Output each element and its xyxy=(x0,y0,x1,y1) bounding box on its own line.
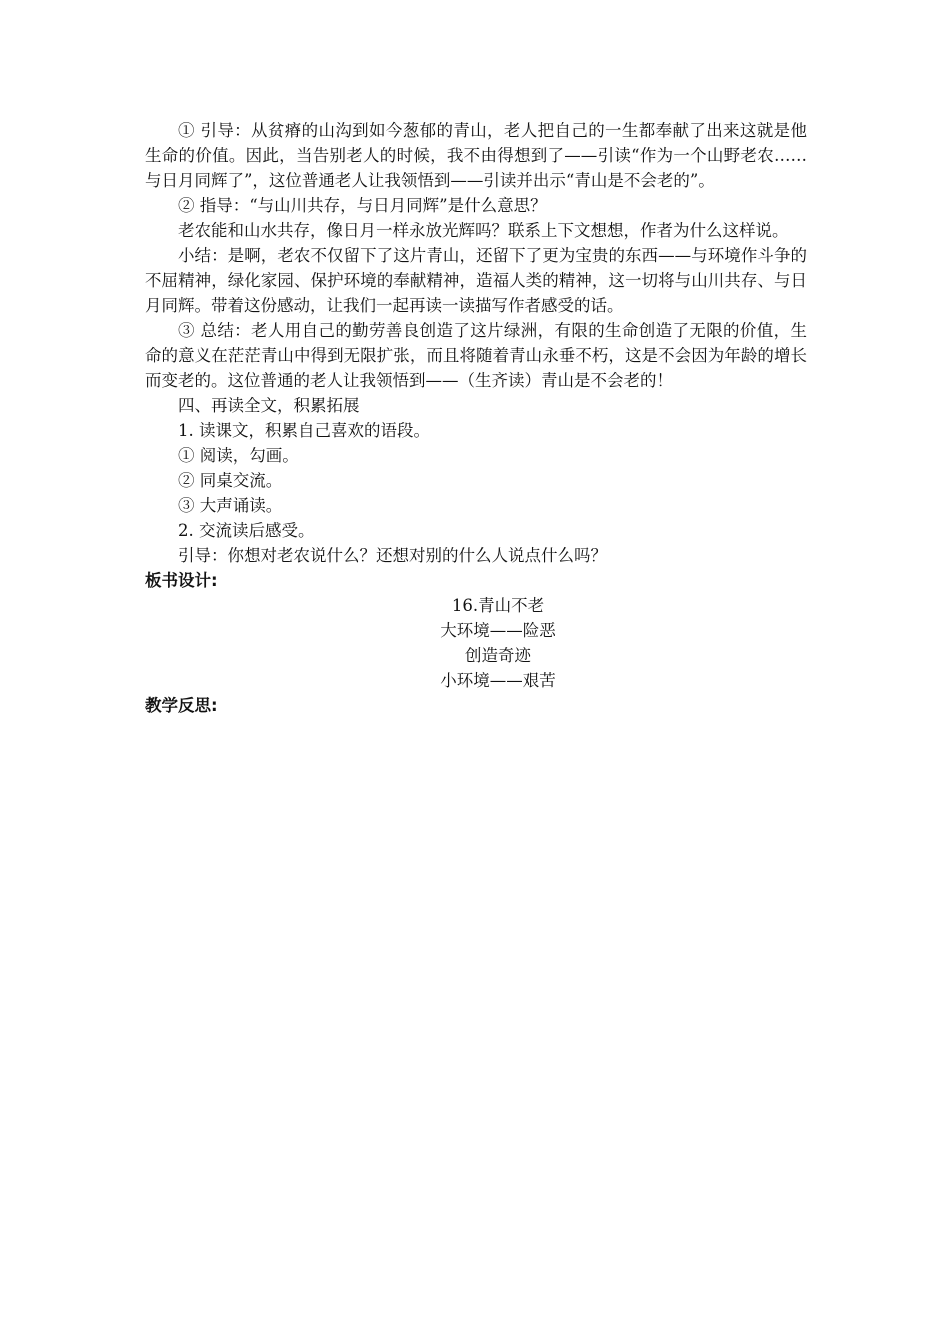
paragraph-conclusion: ③ 总结：老人用自己的勤劳善良创造了这片绿洲，有限的生命创造了无限的价值，生命的意义在茫茫青山中得到无限扩张，而且将随着青山永垂不朽，这是不会因为年龄的增长而变老的。这位普通的老人让我领悟到——（生齐读）青山是不会老的！ xyxy=(145,321,807,390)
board-line-3: 小环境——艰苦 xyxy=(440,671,556,690)
section-four-title: 四、再读全文，积累拓展 xyxy=(178,396,360,415)
reflection-heading: 教学反思: xyxy=(145,696,218,715)
board-line-1: 大环境——险恶 xyxy=(440,621,556,640)
paragraph-guide-1: ① 引导：从贫瘠的山沟到如今葱郁的青山，老人把自己的一生都奉献了出来这就是他生命的价值。因此，当告别老人的时候，我不由得想到了——引读“作为一个山野老农……与日月同辉了”，这位普通老人让我领悟到——引读并出示“青山是不会老的”。 xyxy=(145,121,807,190)
step-two: 2. 交流读后感受。 xyxy=(178,521,315,540)
paragraph-guide-2: ② 指导：“与山川共存，与日月同辉”是什么意思？ xyxy=(178,196,547,215)
paragraph-question: 老农能和山水共存，像日月一样永放光辉吗？联系上下文想想，作者为什么这样说。 xyxy=(178,221,789,240)
paragraph-summary: 小结：是啊，老农不仅留下了这片青山，还留下了更为宝贵的东西——与环境作斗争的不屈精神，绿化家园、保护环境的奉献精神，造福人类的精神，这一切将与山川共存、与日月同辉。带着这份感动，让我们一起再读一读描写作者感受的话。 xyxy=(145,246,807,315)
substep-two: ② 同桌交流。 xyxy=(178,471,283,490)
board-design xyxy=(145,593,807,693)
substep-one: ① 阅读，勾画。 xyxy=(178,446,299,465)
board-design-heading: 板书设计: xyxy=(145,571,218,590)
document-page xyxy=(145,118,807,718)
guide-question: 引导：你想对老农说什么？还想对别的什么人说点什么吗？ xyxy=(178,546,607,565)
substep-three: ③ 大声诵读。 xyxy=(178,496,283,515)
step-one: 1. 读课文，积累自己喜欢的语段。 xyxy=(178,421,430,440)
board-line-2: 创造奇迹 xyxy=(465,646,531,665)
board-title: 16.青山不老 xyxy=(451,596,545,615)
